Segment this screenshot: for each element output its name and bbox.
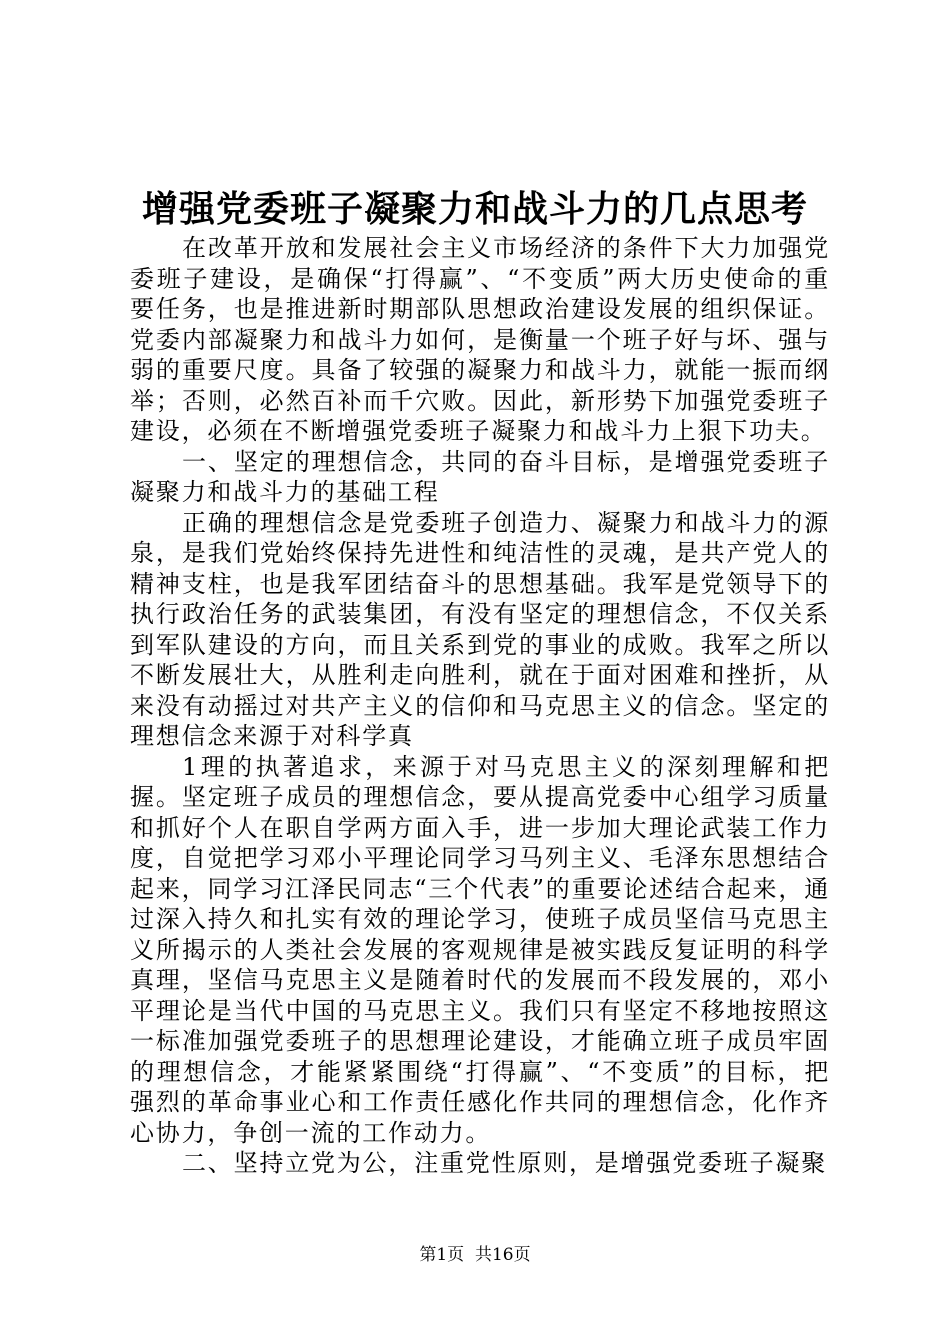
paragraph-ideals: 正确的理想信念是党委班子创造力、凝聚力和战斗力的源泉，是我们党始终保持先进性和纯洁性的灵魂，是共产党人的精神支柱，也是我军团结奋斗的思想基础。我军是党领导下的执行政治任务的武装集团，有没有坚定的理想信念，不仅关系到军队建设的方向，而且关系到党的事业的成败。我军之所以不断发展壮大，从胜利走向胜利，就在于面对困难和挫折，从来没有动摇过对共产主义的信仰和马克思主义的信念。坚定的理想信念来源于对科学真 [130,508,830,750]
paragraph-heading-1: 一、坚定的理想信念，共同的奋斗目标，是增强党委班子凝聚力和战斗力的基础工程 [130,447,830,506]
document-body [130,233,830,1179]
page-number: 第1页 共16页 [419,1245,531,1265]
paragraph-heading-2: 二、坚持立党为公，注重党性原则，是增强党委班子凝聚 [182,1149,827,1177]
paragraph-intro: 在改革开放和发展社会主义市场经济的条件下大力加强党委班子建设，是确保“打得赢”、“不变质”两大历史使命的重要任务，也是推进新时期部队思想政治建设发展的组织保证。党委内部凝聚力和战斗力如何，是衡量一个班子好与坏、强与弱的重要尺度。具备了较强的凝聚力和战斗力，就能一振而纲举；否则，必然百补而千穴败。因此，新形势下加强党委班子建设，必须在不断增强党委班子凝聚力和战斗力上狠下功夫。 [130,234,830,445]
document-title: 增强党委班子凝聚力和战斗力的几点思考 [141,188,808,230]
page-footer [0,1244,950,1266]
paragraph-theory-study: 1理的执著追求，来源于对马克思主义的深刻理解和把握。坚定班子成员的理想信念，要从提高党委中心组学习质量和抓好个人在职自学两方面入手，进一步加大理论武装工作力度，自觉把学习邓小平理论同学习马列主义、毛泽东思想结合起来，同学习江泽民同志“三个代表”的重要论述结合起来，通过深入持久和扎实有效的理论学习，使班子成员坚信马克思主义所揭示的人类社会发展的客观规律是被实践反复证明的科学真理，坚信马克思主义是随着时代的发展而不段发展的，邓小平理论是当代中国的马克思主义。我们只有坚定不移地按照这一标准加强党委班子的思想理论建设，才能确立班子成员牢固的理想信念，才能紧紧围绕“打得赢”、“不变质”的目标，把强烈的革命事业心和工作责任感化作共同的理想信念，化作齐心协力，争创一流的工作动力。 [130,752,830,1147]
